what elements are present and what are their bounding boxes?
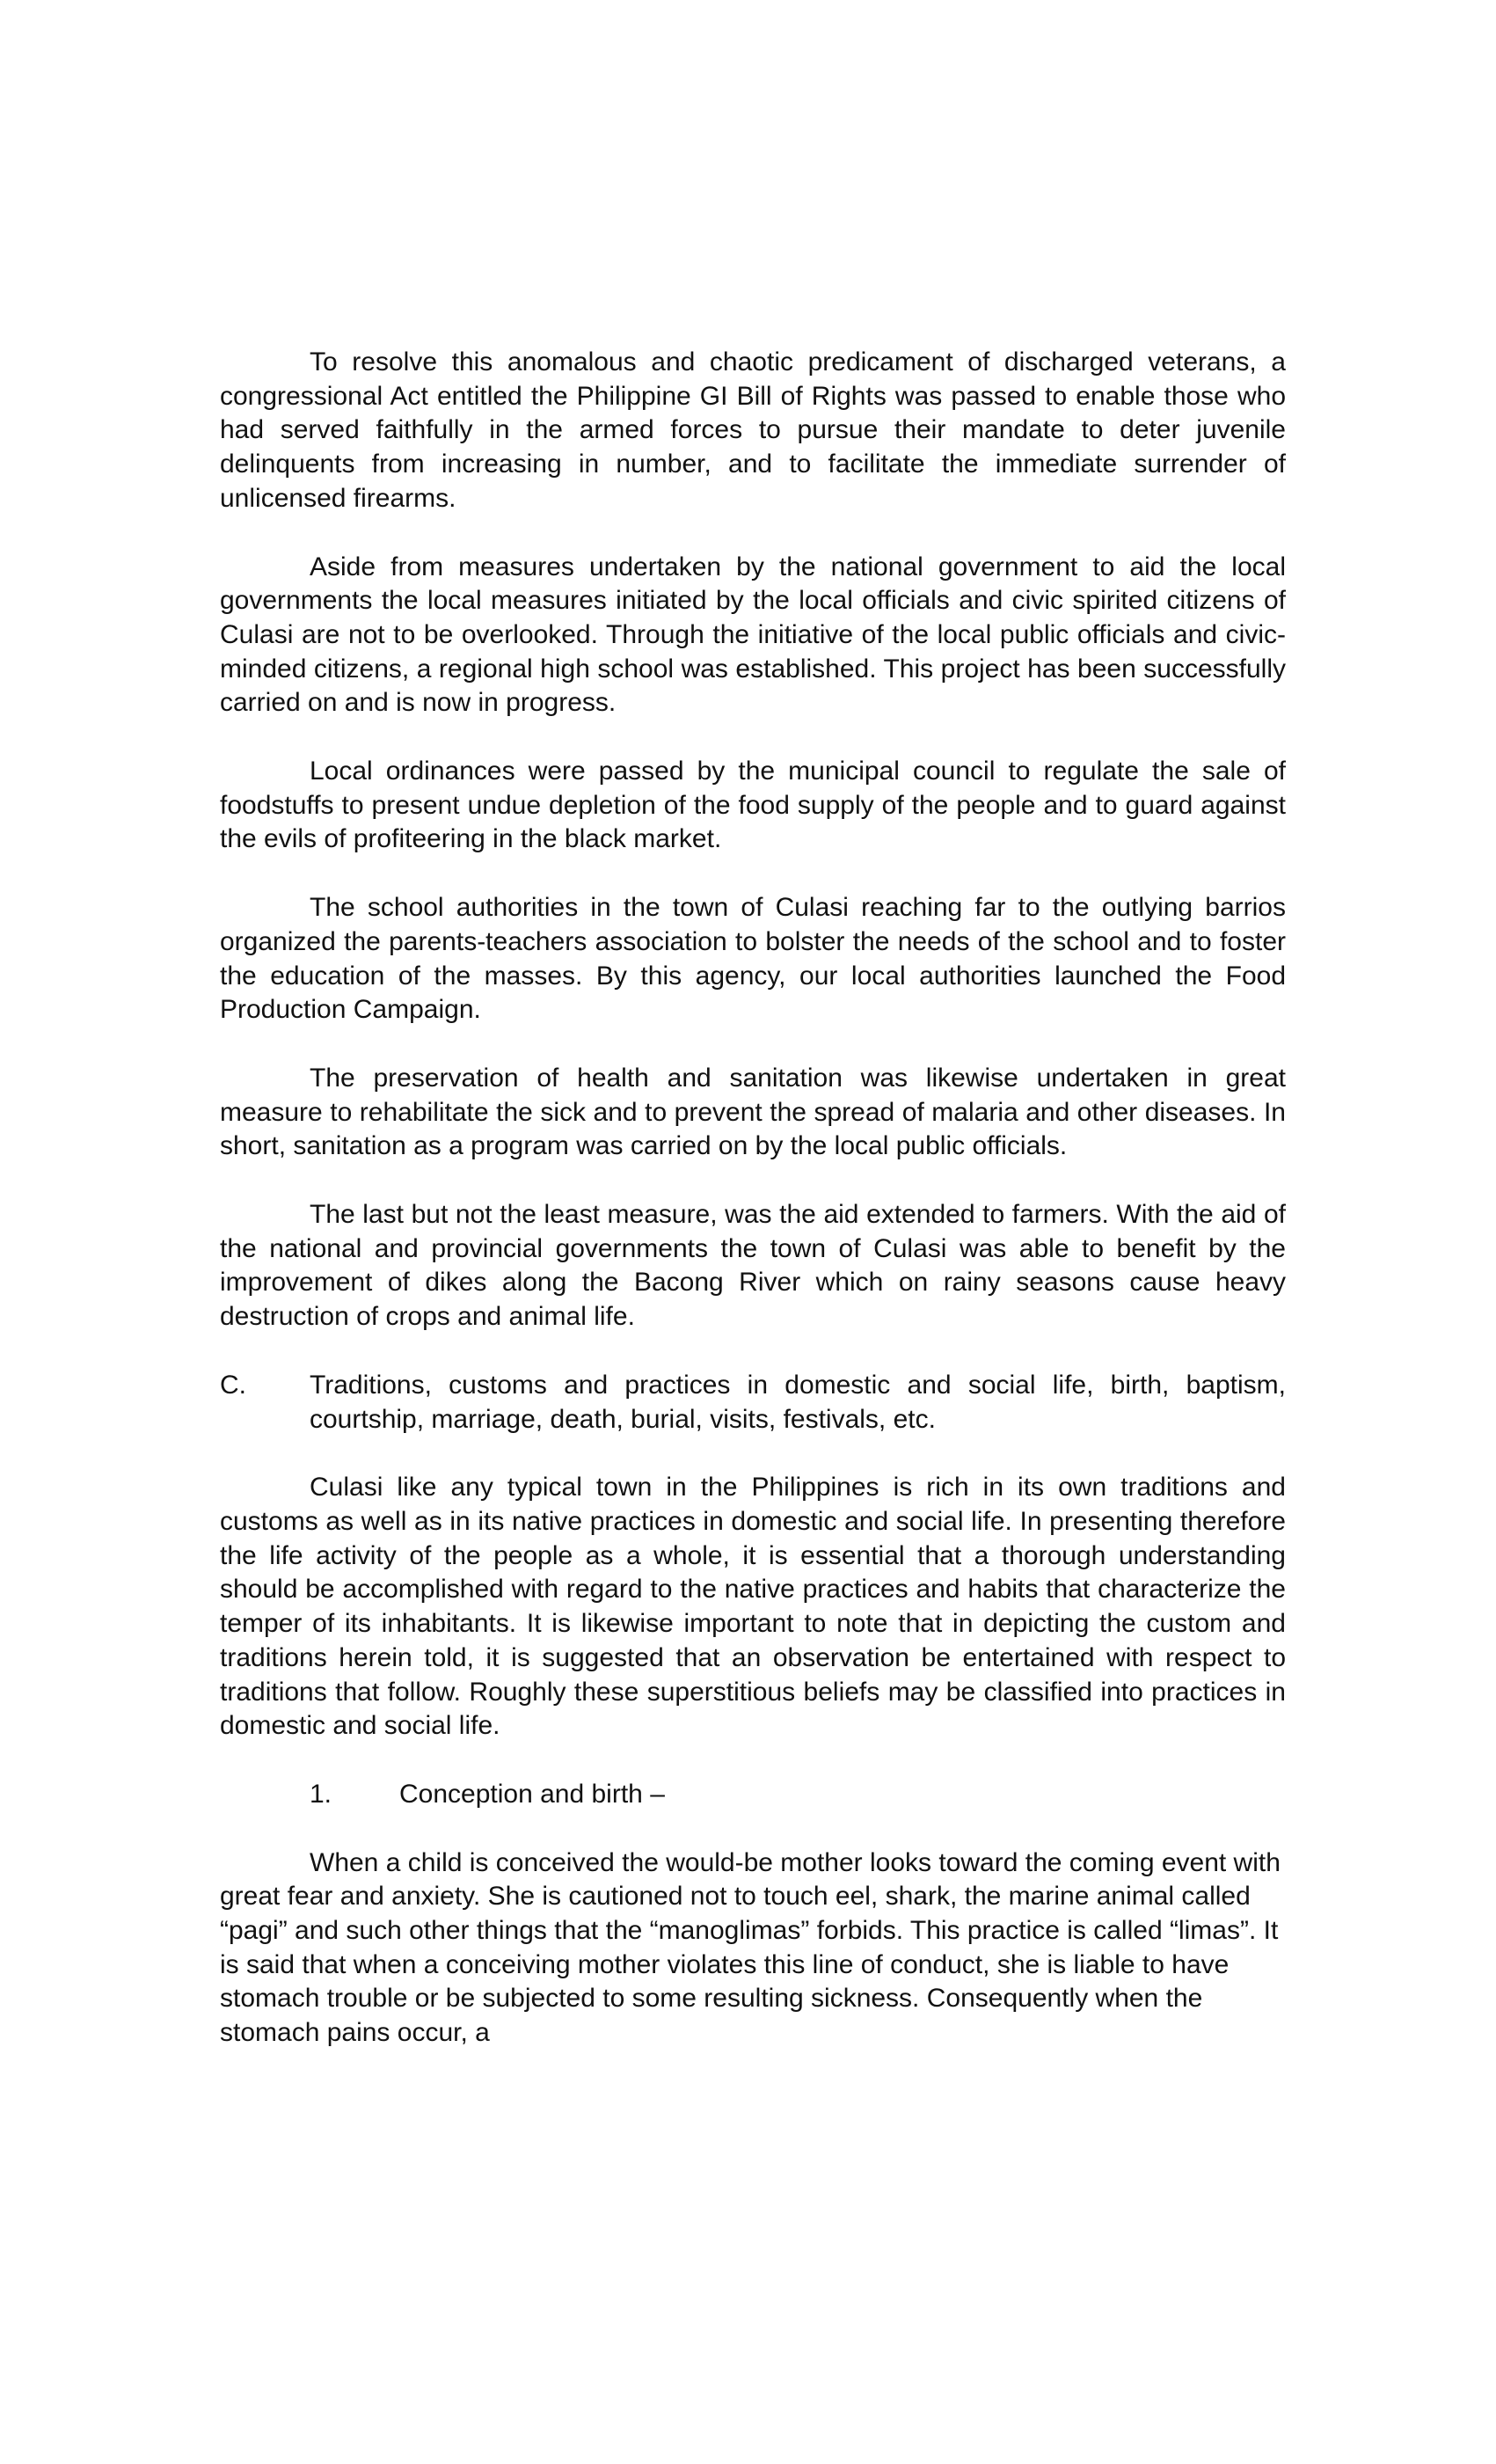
section-c-title: Traditions, customs and practices in domestic and social life, birth, baptism, courtship, marriage, death, burial, visits, festivals, etc. bbox=[310, 1370, 1286, 1434]
paragraph-local-measures: Aside from measures undertaken by the national government to aid the local governments the local measures initiated by the local officials and civic spirited citizens of Culasi are not to be overlooked. Through the initiative of the local public officials and civic-minded citizens, a regional high school was established. This project has been successfully carried on and is now in progress. bbox=[220, 552, 1286, 718]
paragraph-local-ordinances: Local ordinances were passed by the municipal council to regulate the sale of foodstuffs to present undue depletion of the food supply of the people and to guard against the evils of profiteering in the black market. bbox=[220, 757, 1286, 854]
section-c-heading bbox=[220, 1369, 1286, 1437]
subsection-1-marker: 1. bbox=[310, 1779, 332, 1809]
subsection-1-heading bbox=[310, 1778, 1286, 1812]
paragraph-conception-birth: When a child is conceived the would-be mother looks toward the coming event with great fear and anxiety. She is cautioned not to touch eel, shark, the marine animal called “pagi” and such other things that the “manoglimas” forbids. This practice is called “limas”. It is said that when a conceiving mother violates this line of conduct, she is liable to have stomach trouble or be subjected to some resulting sickness. Consequently when the stomach pains occur, a bbox=[220, 1847, 1281, 2048]
paragraph-section-c-intro: Culasi like any typical town in the Philippines is rich in its own traditions and customs as well as in its native practices in domestic and social life. In presenting therefore the life activity of the people as a whole, it is essential that a thorough understanding should be accomplished with regard to the native practices and habits that characterize the temper of its inhabitants. It is likewise important to note that in depicting the custom and traditions herein told, it is suggested that an observation be entertained with respect to traditions that follow. Roughly these superstitious beliefs may be classified into practices in domestic and social life. bbox=[220, 1473, 1286, 1741]
section-c-marker: C. bbox=[220, 1370, 246, 1400]
document-page bbox=[220, 346, 1286, 2051]
paragraph-school-authorities: The school authorities in the town of Culasi reaching far to the outlying barrios organized the parents-teachers association to bolster the needs of the school and to foster the education of the masses. By this agency, our local authorities launched the Food Production Campaign. bbox=[220, 893, 1286, 1025]
subsection-1-title: Conception and birth – bbox=[399, 1779, 665, 1809]
paragraph-aid-to-farmers: The last but not the least measure, was the aid extended to farmers. With the aid of the national and provincial governments the town of Culasi was able to benefit by the improvement of dikes along the Bacong River which on rainy seasons cause heavy destruction of crops and animal life. bbox=[220, 1200, 1286, 1332]
paragraph-gi-bill: To resolve this anomalous and chaotic predicament of discharged veterans, a congressional Act entitled the Philippine GI Bill of Rights was passed to enable those who had served faithfully in the armed forces to pursue their mandate to deter juvenile delinquents from increasing in number, and to facilitate the immediate surrender of unlicensed firearms. bbox=[220, 347, 1286, 513]
paragraph-health-sanitation: The preservation of health and sanitation was likewise undertaken in great measure to rehabilitate the sick and to prevent the spread of malaria and other diseases. In short, sanitation as a program was carried on by the local public officials. bbox=[220, 1063, 1286, 1161]
